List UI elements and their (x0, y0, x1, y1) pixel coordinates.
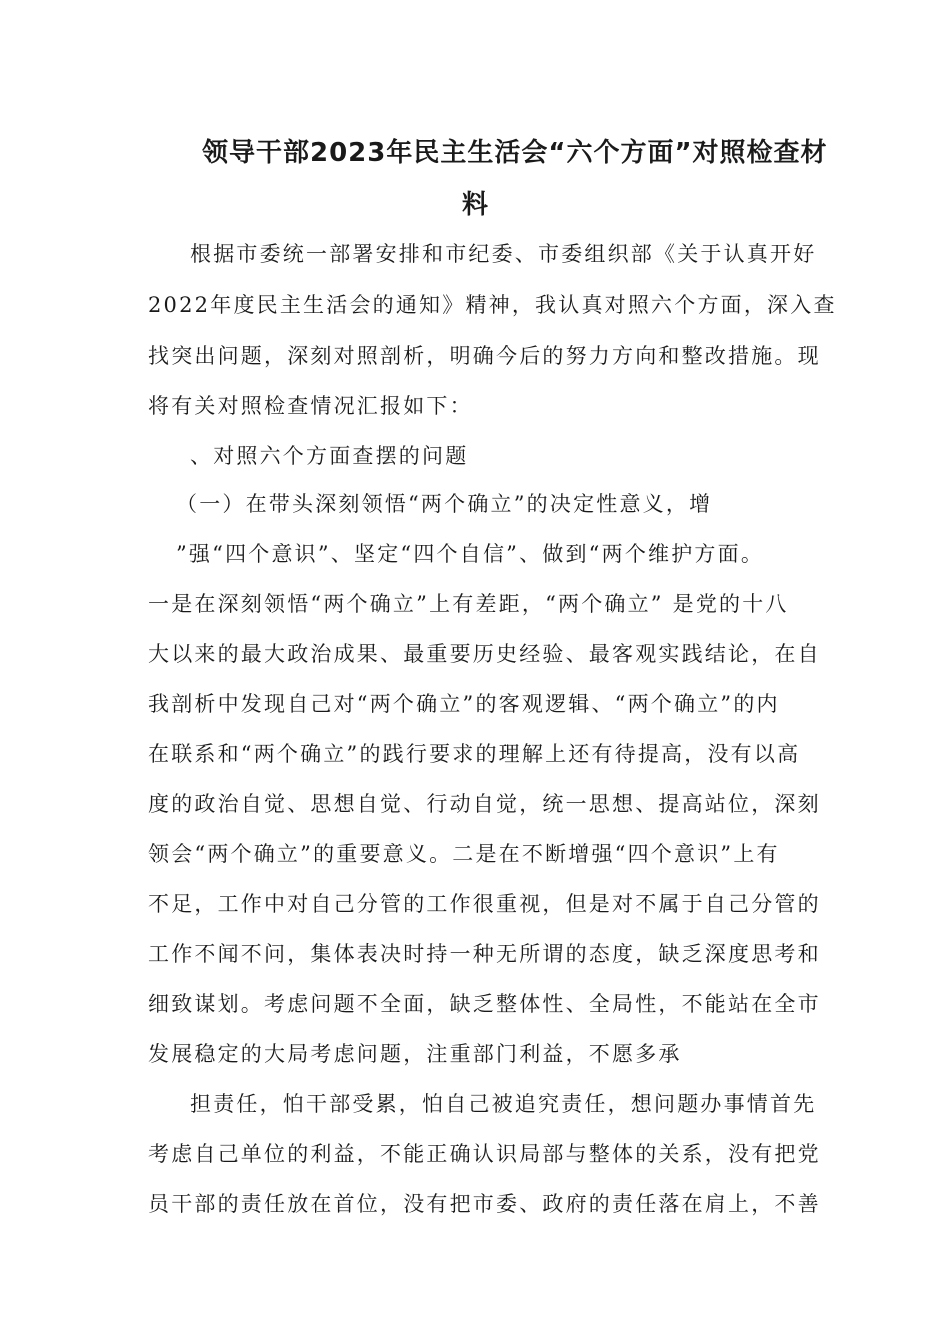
body-line: 大以来的最大政治成果、最重要历史经验、最客观实践结论，在自 (148, 642, 821, 666)
body-line: 将有关对照检查情况汇报如下： (148, 394, 473, 418)
body-line: 一是在深刻领悟“两个确立”上有差距，“两个确立” 是党的十八 (148, 592, 789, 616)
body-line: 2022年度民主生活会的通知》精神，我认真对照六个方面，深入查 (148, 293, 837, 317)
document-title-line-2: 料 (462, 190, 490, 220)
body-line: 找突出问题，深刻对照剖析，明确今后的努力方向和整改措施。现 (148, 344, 821, 368)
subsection-heading: （一）在带头深刻领悟“两个确立”的决定性意义，增 (176, 492, 713, 516)
body-line: 担责任，怕干部受累，怕自己被追究责任，想问题办事情首先 (190, 1092, 817, 1116)
section-heading: 、对照六个方面查摆的问题 (190, 444, 469, 468)
body-line: 发展稳定的大局考虑问题，注重部门利益，不愿多承 (148, 1042, 682, 1066)
body-line: 细致谋划。考虑问题不全面，缺乏整体性、全局性，不能站在全市 (148, 992, 821, 1016)
body-line: 在联系和“两个确立”的践行要求的理解上还有待提高，没有以高 (148, 742, 801, 766)
document-title-line-1: 领导干部2023年民主生活会“六个方面”对照检查材 (202, 138, 828, 168)
body-line: 根据市委统一部署安排和市纪委、市委组织部《关于认真开好 (190, 242, 817, 266)
body-line: 不足，工作中对自己分管的工作很重视，但是对不属于自己分管的 (148, 892, 821, 916)
body-line: 我剖析中发现自己对“两个确立”的客观逻辑、“两个确立”的内 (148, 692, 780, 716)
body-line: 度的政治自觉、思想自觉、行动自觉，统一思想、提高站位，深刻 (148, 792, 821, 816)
body-line: 工作不闻不问，集体表决时持一种无所谓的态度，缺乏深度思考和 (148, 942, 821, 966)
body-line: 考虑自己单位的利益，不能正确认识局部与整体的关系，没有把党 (148, 1142, 821, 1166)
body-line: ”强“四个意识”、坚定“四个自信”、做到“两个维护方面。 (176, 542, 765, 566)
body-line: 领会“两个确立”的重要意义。二是在不断增强“四个意识”上有 (148, 842, 780, 866)
body-line: 员干部的责任放在首位，没有把市委、政府的责任落在肩上，不善 (148, 1192, 821, 1216)
